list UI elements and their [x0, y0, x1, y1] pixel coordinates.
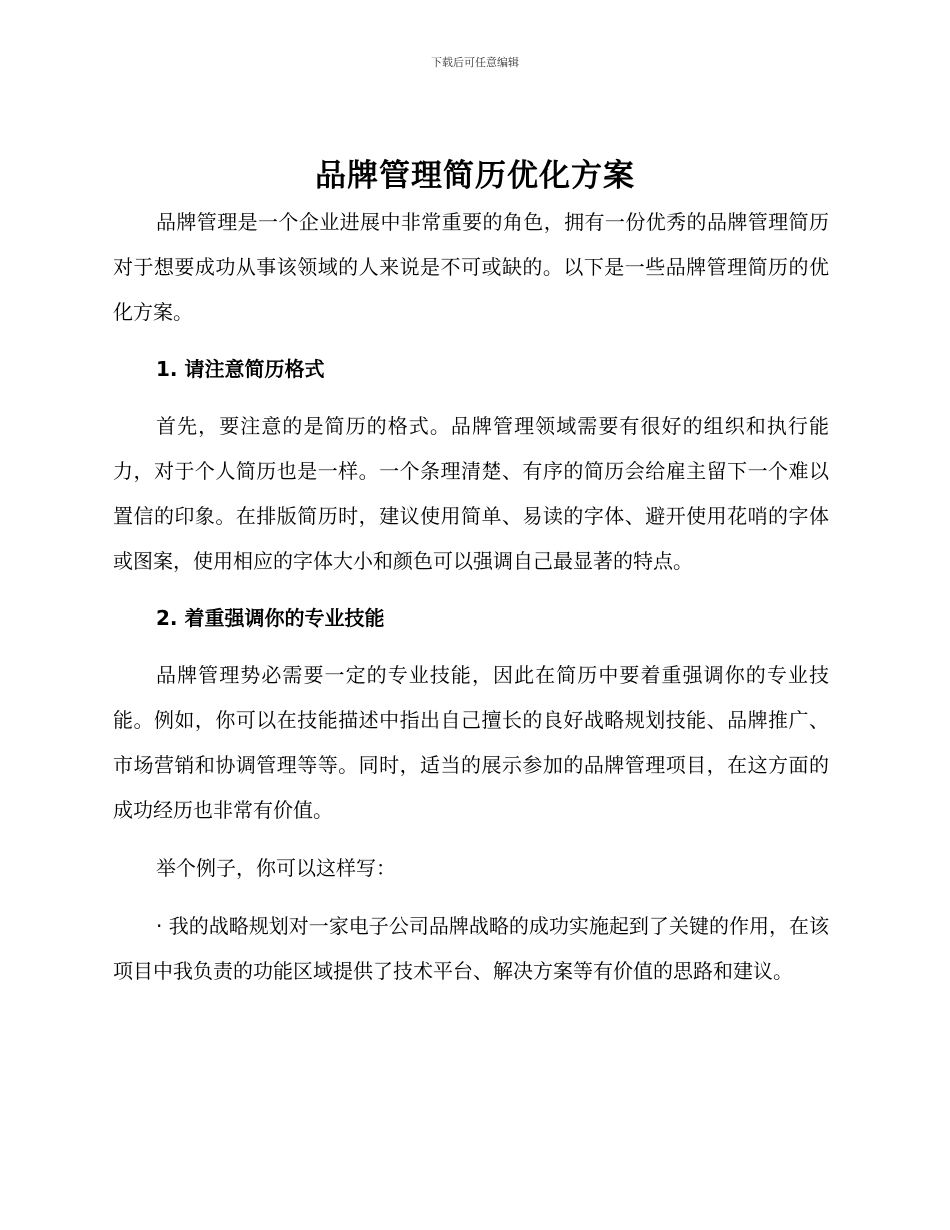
- section-1-paragraph: 首先，要注意的是简历的格式。品牌管理领域需要有很好的组织和执行能力，对于个人简历也是一样。一个条理清楚、有序的简历会给雇主留下一个难以置信的印象。在排版简历时，建议使用简单、易读的字体、避开使用花哨的字体或图案，使用相应的字体大小和颜色可以强调自己最显著的特点。: [113, 414, 829, 573]
- document-title: 品牌管理简历优化方案: [315, 158, 635, 194]
- section-1-heading: 1. 请注意简历格式: [156, 357, 325, 381]
- section-2-paragraph: 品牌管理势必需要一定的专业技能，因此在简历中要着重强调你的专业技能。例如，你可以在技能描述中指出自己擅长的良好战略规划技能、品牌推广、市场营销和协调管理等等。同时，适当的展示参加的品牌管理项目，在这方面的成功经历也非常有价值。: [113, 663, 829, 822]
- section-2-heading: 2. 着重强调你的专业技能: [156, 606, 385, 630]
- header-note: 下载后可任意编辑: [431, 56, 519, 69]
- document-body: [113, 200, 829, 994]
- example-intro-paragraph: 举个例子，你可以这样写：: [156, 856, 396, 880]
- intro-paragraph: 品牌管理是一个企业进展中非常重要的角色，拥有一份优秀的品牌管理简历对于想要成功从事该领域的人来说是不可或缺的。以下是一些品牌管理简历的优化方案。: [113, 210, 829, 324]
- bullet-paragraph: · 我的战略规划对一家电子公司品牌战略的成功实施起到了关键的作用，在该项目中我负责的功能区域提供了技术平台、解决方案等有价值的思路和建议。: [113, 914, 829, 983]
